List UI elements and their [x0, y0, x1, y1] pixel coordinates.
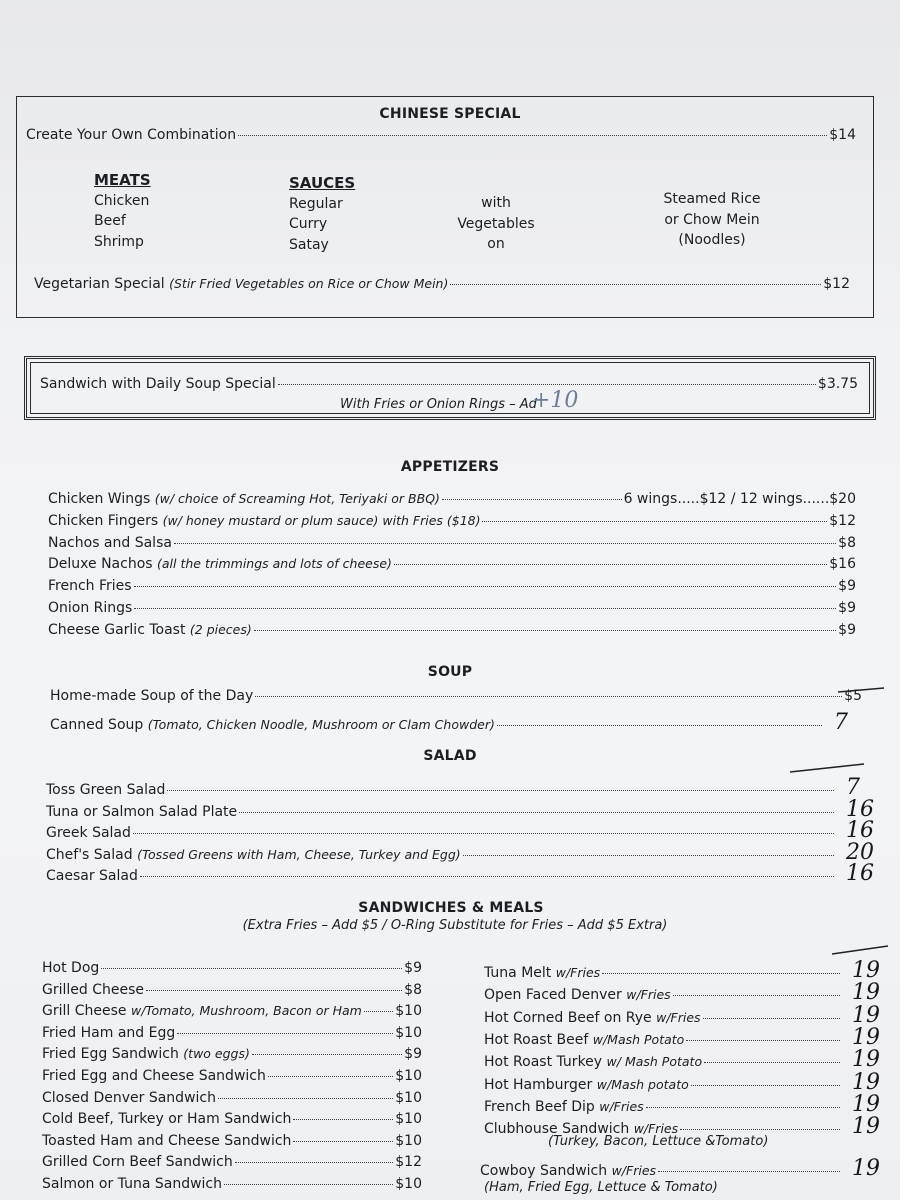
item-price: 19 [852, 958, 880, 983]
item-price: 19 [852, 1047, 880, 1073]
menu-item-row [480, 1156, 880, 1181]
item-price: $16 [829, 556, 856, 573]
label-text: Toasted Ham and Cheese Sandwich [42, 1132, 292, 1149]
sauces-column [289, 173, 355, 255]
item-price: 19 [852, 1114, 880, 1140]
label-text: Caesar Salad [46, 868, 138, 885]
leader-dots [134, 608, 836, 609]
item-price: $14 [829, 127, 856, 143]
label-note: w/ Mash Potato [606, 1054, 703, 1070]
leader-dots [133, 833, 834, 834]
menu-item-row [484, 958, 880, 983]
item-label [50, 717, 495, 733]
item-price: $10 [395, 1003, 422, 1020]
leader-dots [691, 1085, 840, 1086]
menu-item-row [46, 861, 874, 886]
meats-column [94, 170, 151, 252]
leader-dots [680, 1129, 840, 1130]
handwritten-stroke [832, 946, 888, 954]
item-label [480, 1163, 656, 1179]
label-note: (two eggs) [183, 1046, 250, 1062]
label-text: Tuna or Salmon Salad Plate [46, 803, 238, 820]
leader-dots [646, 1107, 840, 1108]
item-label [48, 622, 252, 638]
leader-dots [442, 499, 622, 500]
leader-dots [252, 1054, 402, 1055]
leader-dots [394, 564, 827, 565]
menu-item-row [484, 1070, 880, 1095]
menu-item-row [42, 1046, 422, 1062]
create-combination-row [26, 127, 856, 143]
item-price: $9 [838, 578, 856, 595]
label-note: w/Fries [656, 1009, 701, 1025]
label-text: Salmon or Tuna Sandwich [42, 1176, 222, 1192]
menu-item-row [42, 1003, 422, 1019]
leader-dots [686, 1040, 840, 1041]
item-label [42, 1003, 362, 1019]
label-text: Fried Ham and Egg [42, 1024, 176, 1041]
item-price: $8 [838, 534, 856, 551]
leader-dots [293, 1141, 393, 1142]
label-text: Cheese Garlic Toast [48, 621, 186, 638]
label-note: w/Tomato, Mushroom, Bacon or Ham [130, 1003, 362, 1019]
item-price: 16 [846, 818, 874, 844]
item-price: $8 [404, 981, 422, 998]
label-text: Home-made Soup of the Day [50, 688, 254, 704]
item-price: $9 [404, 1046, 422, 1063]
leader-dots [255, 696, 842, 697]
with-vegetables-column [446, 193, 546, 255]
menu-item-row [42, 1154, 422, 1170]
item-price: 19 [852, 1002, 880, 1028]
label-note: (Stir Fried Vegetables on Rice or Chow Mein) [169, 276, 449, 291]
item-label [484, 1077, 689, 1093]
vegetarian-special-row [34, 276, 850, 292]
label-text: Hot Roast Turkey [484, 1054, 603, 1071]
label-text: French Fries [48, 578, 132, 595]
menu-item-row [50, 710, 862, 735]
soup-title: SOUP [427, 664, 473, 680]
label-text: Greek Salad [46, 825, 131, 842]
label-note: (w/ choice of Screaming Hot, Teriyaki or BBQ) [154, 491, 440, 506]
item-label [48, 491, 440, 507]
item-label [42, 1025, 175, 1041]
appetizers-title: APPETIZERS [400, 459, 500, 475]
label-text: Canned Soup [50, 716, 144, 733]
menu-item-row [48, 600, 856, 616]
label-text: Deluxe Nachos [48, 556, 153, 573]
meats-title: MEATS [94, 171, 151, 189]
menu-item-row [48, 535, 856, 551]
item-mid-price: 6 wings.....$12 / 12 wings..... [623, 491, 825, 507]
with-text: Vegetables [457, 215, 535, 232]
menu-item-row [484, 1025, 880, 1050]
menu-item-row [42, 1025, 422, 1041]
item-label [48, 600, 132, 616]
handwritten-price: +10 [532, 388, 579, 413]
item-label [484, 987, 671, 1003]
menu-item-row [42, 1090, 422, 1106]
item-price: $12 [829, 512, 856, 529]
label-text: Hot Hamburger [484, 1076, 593, 1093]
label-text: Hot Dog [42, 960, 100, 976]
menu-item-row [42, 1133, 422, 1149]
item-price: 20 [846, 839, 874, 865]
label-text: Nachos and Salsa [48, 534, 172, 551]
clubhouse-note: (Turkey, Bacon, Lettuce &Tomato) [548, 1134, 769, 1149]
leader-dots [146, 990, 402, 991]
item-price: .$20 [824, 491, 856, 507]
item-label [42, 1068, 266, 1084]
item-price: $10 [395, 1068, 422, 1084]
leader-dots [224, 1184, 393, 1185]
salad-title: SALAD [423, 748, 477, 764]
leader-dots [268, 1076, 393, 1077]
leader-dots [497, 725, 822, 726]
label-note: (all the trimmings and lots of cheese) [157, 556, 392, 572]
leader-dots [177, 1033, 393, 1034]
label-note: w/Fries [555, 965, 601, 980]
label-note: w/Fries [599, 1098, 644, 1114]
leader-dots [704, 1062, 840, 1063]
menu-item-row [42, 1176, 422, 1192]
menu-item-row [484, 1047, 880, 1072]
item-label [34, 276, 448, 292]
item-label [48, 535, 172, 551]
item-label [42, 1111, 291, 1127]
menu-item-row [48, 622, 856, 638]
leader-dots [238, 135, 827, 136]
sandwiches-subtitle: (Extra Fries – Add $5 / O-Ring Substitute for Fries – Add $5 Extra) [242, 918, 668, 933]
item-price: $12 [395, 1154, 422, 1171]
item-price: $9 [838, 621, 856, 638]
item-price: 7 [834, 709, 848, 735]
label-text: Cowboy Sandwich [480, 1163, 608, 1180]
item-label [46, 804, 237, 820]
label-note: w/Fries [626, 987, 671, 1003]
menu-item-row [48, 578, 856, 594]
label-text: Fried Egg and Cheese Sandwich [42, 1068, 266, 1084]
menu-item-row [48, 491, 856, 507]
item-label [484, 1032, 684, 1048]
label-note: (w/ honey mustard or plum sauce) with Fries ($18) [162, 512, 481, 528]
menu-item-row [484, 1003, 880, 1028]
item-price: $3.75 [817, 376, 858, 392]
menu-item-row [48, 556, 856, 572]
with-text: with [481, 195, 511, 211]
item-label [42, 1176, 222, 1192]
leader-dots [239, 812, 834, 813]
item-label [48, 513, 480, 529]
menu-item-row [484, 980, 880, 1005]
label-text: French Beef Dip [484, 1098, 595, 1115]
item-price: $9 [404, 960, 422, 976]
leader-dots [658, 1171, 840, 1172]
item-label [48, 556, 392, 572]
item-label [484, 1099, 644, 1115]
item-label [42, 982, 144, 998]
sauce-item: Regular [289, 195, 343, 212]
leader-dots [167, 790, 834, 791]
item-price: $5 [844, 688, 862, 704]
label-text: Grill Cheese [42, 1003, 127, 1020]
item-price: 19 [852, 1024, 880, 1050]
leader-dots [218, 1098, 393, 1099]
label-text: Hot Roast Beef [484, 1031, 589, 1048]
item-label [50, 688, 253, 704]
label-text: Open Faced Denver [484, 987, 622, 1004]
menu-item-row [42, 1111, 422, 1127]
leader-dots [254, 630, 836, 631]
label-text: Chef's Salad [46, 846, 133, 863]
menu-item-row [42, 982, 422, 998]
menu-item-row [42, 1068, 422, 1084]
menu-item-row [484, 1092, 880, 1117]
meat-item: Chicken [94, 192, 150, 209]
item-label [46, 847, 461, 863]
label-text: Clubhouse Sandwich [484, 1121, 630, 1138]
rice-column [650, 189, 774, 251]
label-text: Fried Egg Sandwich [42, 1046, 179, 1063]
leader-dots [703, 1018, 840, 1019]
meat-item: Beef [94, 213, 126, 229]
leader-dots [235, 1162, 394, 1163]
label-text: Chicken Wings [48, 491, 151, 507]
leader-dots [482, 521, 827, 522]
leader-dots [463, 855, 834, 856]
label-note: w/Mash potato [596, 1076, 689, 1092]
item-price: 7 [846, 775, 860, 800]
item-label [46, 868, 138, 884]
label-text: Chicken Fingers [48, 512, 159, 529]
label-note: (Tomato, Chicken Noodle, Mushroom or Clam Chowder) [147, 716, 495, 732]
item-label [484, 1010, 701, 1026]
item-label: Create Your Own Combination [26, 127, 237, 143]
leader-dots [101, 968, 402, 969]
item-price: $9 [838, 600, 856, 616]
leader-dots [450, 284, 821, 285]
item-price: 19 [852, 980, 880, 1006]
leader-dots [134, 586, 837, 587]
item-price: $10 [395, 1024, 422, 1041]
item-label [46, 825, 131, 841]
label-text: Grilled Cheese [42, 981, 145, 998]
sandwiches-title: SANDWICHES & MEALS [358, 900, 544, 916]
handwritten-stroke [790, 764, 864, 772]
label-note: w/Fries [633, 1121, 679, 1137]
item-label: Sandwich with Daily Soup Special [40, 376, 276, 392]
item-price: 16 [846, 861, 874, 887]
leader-dots [293, 1119, 393, 1120]
leader-dots [174, 543, 836, 544]
item-label [46, 782, 165, 798]
item-price: 19 [852, 1091, 880, 1117]
leader-dots [602, 973, 840, 974]
rice-text: or Chow Mein [664, 211, 760, 228]
item-price: $10 [395, 1089, 422, 1106]
label-text: Toss Green Salad [46, 782, 166, 798]
label-text: Closed Denver Sandwich [42, 1089, 216, 1106]
menu-item-row [42, 960, 422, 976]
item-price: $10 [395, 1111, 422, 1128]
leader-dots [673, 995, 840, 996]
item-label [42, 1133, 291, 1149]
item-label [42, 1046, 250, 1062]
label-note: (2 pieces) [189, 621, 252, 637]
leader-dots [140, 876, 834, 877]
sauce-item: Satay [289, 236, 329, 253]
item-label [484, 1054, 702, 1070]
label-text: Onion Rings [48, 600, 133, 616]
chinese-special-title: CHINESE SPECIAL [379, 106, 521, 122]
item-label [42, 960, 99, 976]
item-label [48, 578, 132, 594]
with-text: on [487, 236, 505, 252]
item-price: 19 [852, 1156, 880, 1182]
sandwich-special-row [40, 376, 858, 392]
label-text: Grilled Corn Beef Sandwich [42, 1154, 233, 1171]
item-price: 19 [852, 1069, 880, 1095]
sauces-title: SAUCES [289, 174, 356, 192]
menu-item-row [48, 513, 856, 529]
cowboy-note: (Ham, Fried Egg, Lettuce & Tomato) [484, 1180, 718, 1195]
rice-text: Steamed Rice [663, 191, 761, 207]
label-text: Tuna Melt [484, 965, 552, 981]
leader-dots [364, 1011, 393, 1012]
label-note: w/Fries [611, 1163, 657, 1179]
item-label [42, 1154, 233, 1170]
sandwich-special-note: With Fries or Onion Rings – Ad [340, 397, 537, 412]
item-price: $12 [823, 276, 850, 292]
item-label [484, 965, 600, 981]
label-note: w/Mash Potato [592, 1031, 685, 1047]
leader-dots [278, 384, 816, 385]
label-text: Hot Corned Beef on Rye [484, 1009, 652, 1026]
label-text: Cold Beef, Turkey or Ham Sandwich [42, 1111, 292, 1128]
rice-text: (Noodles) [678, 232, 746, 248]
item-price: $10 [395, 1132, 422, 1149]
item-price: 16 [846, 796, 874, 822]
label-note: (Tossed Greens with Ham, Cheese, Turkey and Egg) [137, 846, 461, 862]
meat-item: Shrimp [94, 233, 144, 250]
label-text: Vegetarian Special [34, 276, 165, 292]
sauce-item: Curry [289, 216, 328, 232]
item-price: $10 [395, 1176, 422, 1192]
menu-item-row [50, 688, 862, 704]
item-label [42, 1090, 216, 1106]
